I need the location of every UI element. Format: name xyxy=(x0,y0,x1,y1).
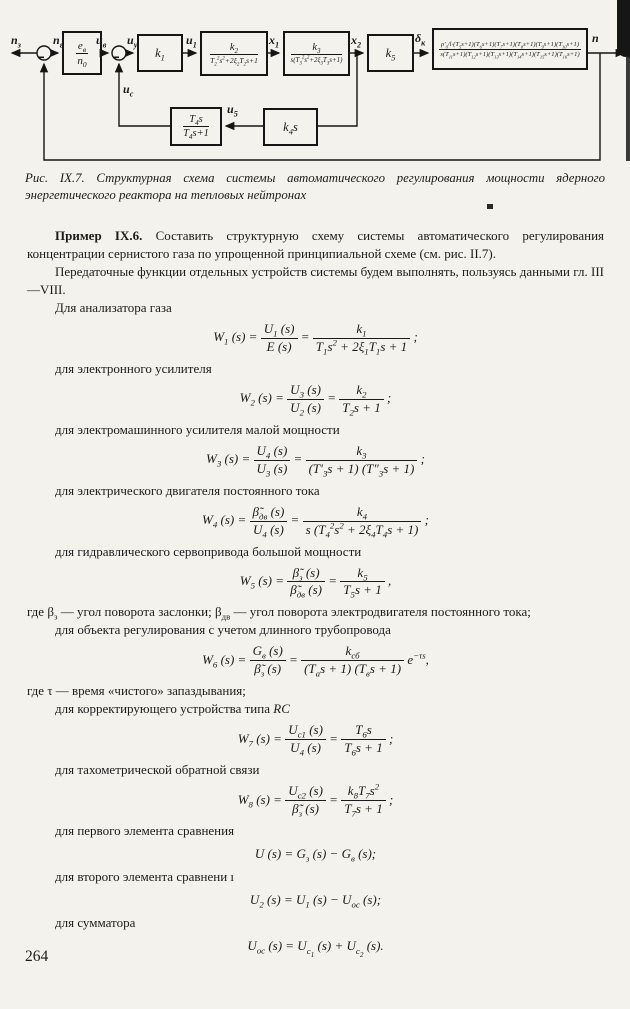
block-t4s-filter: $T_4s$ $T_4s+1$ xyxy=(170,107,222,146)
note-beta-definitions: где $\beta_з$ — угол поворота заслонки; $\beta_{дв}$ — угол поворота электродвигателя постоянного тока; xyxy=(27,604,531,622)
label-tachometric-feedback: для тахометрической обратной связи xyxy=(55,762,260,778)
signal-label-n-out: n xyxy=(592,31,599,45)
formula-w4: $W_4$ (s) = $\betã_{дв}$ (s) $U_4$ (s) = $\frac{k_4}{s (T_4^2s^2 + 2\xi_4T_4s + 1)}$ ; xyxy=(202,503,429,540)
label-control-object: для объекта регулирования с учетом длинного трубопровода xyxy=(55,622,391,638)
note-tau-definition: где τ — время «чистого» запаздывания; xyxy=(27,683,246,699)
signal-label-n-set: $n_з$ xyxy=(11,33,21,50)
formula-w8: $W_8$ (s) = $U_{c2}$ (s) $\betã_з$ (s) = $\frac{k_8T_7s^2}{T_7s + 1}$ ; xyxy=(237,781,394,819)
block-k3-integrating: $k_3$ $s(T_3^2s^2+2\xi_3T_3s+1)$ xyxy=(283,31,350,76)
signal-label-n-eps: $n_\varepsilon$ xyxy=(53,33,64,50)
signal-label-x1: $x_1$ xyxy=(269,33,280,50)
block-sensitivity-e-n0: $e_в$ $n_0$ xyxy=(62,31,102,75)
scan-artifact-strip xyxy=(626,57,630,161)
formula-u: U $(s) = G_з$ $(s) - G_в$ (s); xyxy=(254,846,377,864)
page-number: 264 xyxy=(25,948,49,965)
block-k1: $k_1$ xyxy=(137,34,183,72)
label-rc-correcting-device: для корректирующего устройства типа RC xyxy=(55,701,290,717)
block-diagram xyxy=(0,8,630,172)
formula-w6: $W_6$ (s) = $G_в$ (s) $\betã_з$ (s) = $k_{сб}$ $(T_аs + 1) (T_вs + 1)$ $e^{-\tau s}$, xyxy=(202,643,429,679)
label-first-comparison-element: для первого элемента сравнения xyxy=(55,823,235,838)
signal-label-u-c: $u_c$ xyxy=(123,82,134,99)
body-text xyxy=(27,215,604,960)
label-summator: для сумматора xyxy=(55,915,136,930)
formula-w2: $W_2$ (s) = $\frac{U_3 (s)}{U_2 (s)}$ = $\frac{k_2}{T_2s + 1}$ ; xyxy=(239,381,392,418)
label-electronic-amplifier: для электронного усилителя xyxy=(55,360,212,376)
signal-label-delta-k: $\delta_к$ xyxy=(415,31,426,48)
paragraph-example: Пример IX.6. Составить структурную схему системы автоматического регулирования концентрации сернистого газа по упрощенной принципиальной схеме (см. рис. II.7). xyxy=(27,228,605,261)
block-reactor-transfer-function: $\rho'_0/l\cdot(T_5s+1)(T_6s+1)(T_7s+1)(T_8s+1)(T_9s+1)(T_{10}s+1)$ $s(T_{11}s+1)(T_{12}s+1)(T_{13}s+1)(T_{14}s+1)(T_{15}s+1)(T_{16}s+1)$ xyxy=(432,28,588,70)
signal-label-u5: $u_5$ xyxy=(227,102,238,119)
formula-uos: $U_{ос}$ $(s) = U_{c_1}$ $(s) + U_{c_2}$ (s). xyxy=(247,938,384,959)
signal-label-u-y: $u_у$ xyxy=(127,33,138,50)
formula-w3: $W_3$ (s) = $\frac{U_4 (s)}{U_3 (s)}$ = $\frac{k_3}{(T'_3s + 1) (T''_3s + 1)}$ ; xyxy=(206,442,425,479)
scan-artifact-speck xyxy=(487,204,493,209)
label-second-comparison-element: для второго элемента сравнени ı xyxy=(55,869,235,884)
signal-label-x2: $x_2$ xyxy=(351,33,362,50)
label-gas-analyzer: Для анализатора газа xyxy=(55,300,172,315)
block-k5: $k_5$ xyxy=(367,34,414,72)
label-dc-motor: для электрического двигателя постоянного тока xyxy=(55,482,320,498)
figure-caption: Рис. IX.7. Структурная схема системы автоматического регулирования мощности ядерного энергетического реактора на тепловых нейтронах xyxy=(25,171,605,203)
signal-label-u-v: $u_в$ xyxy=(96,33,107,50)
formula-w5: $W_5$ (s) = $\betã_з$ (s) $\betã_{дв}$ (s) = $\frac{k_5}{T_5s + 1}$ , xyxy=(239,564,392,601)
label-hydraulic-servo: для гидравлического сервопривода большой мощности xyxy=(55,543,362,559)
formula-u2: $U_2$ $(s) = U_1$ $(s) - U_{ос}$ (s); xyxy=(249,892,382,910)
signal-label-u1: $u_1$ xyxy=(186,33,197,50)
formula-w7: $W_7$ (s) = $\frac{U_{c1} (s)}{U_4 (s)}$ = $\frac{T_6s}{T_6s + 1}$ ; xyxy=(237,722,394,758)
scan-artifact-blob xyxy=(617,0,630,57)
label-electromachine-amplifier: для электромашинного усилителя малой мощности xyxy=(55,421,340,437)
paragraph-transfer-functions: Передаточные функции отдельных устройств системы будем выполнять, пользуясь данными гл. III—VIII. xyxy=(27,264,604,297)
example-label: Пример IX.6. xyxy=(55,228,143,243)
block-k4s-derivative: $k_4s$ xyxy=(263,108,318,146)
formula-w1: $W_1$ (s) = $\frac{U_1 (s)}{E (s)}$ = $\frac{k_1}{T_1s^2 + 2\xi_1T_1s + 1}$ ; xyxy=(213,321,418,357)
block-k2-oscillatory: $k_2$ $T_2^2s^2+2\xi_2T_2s+1$ xyxy=(200,31,268,76)
